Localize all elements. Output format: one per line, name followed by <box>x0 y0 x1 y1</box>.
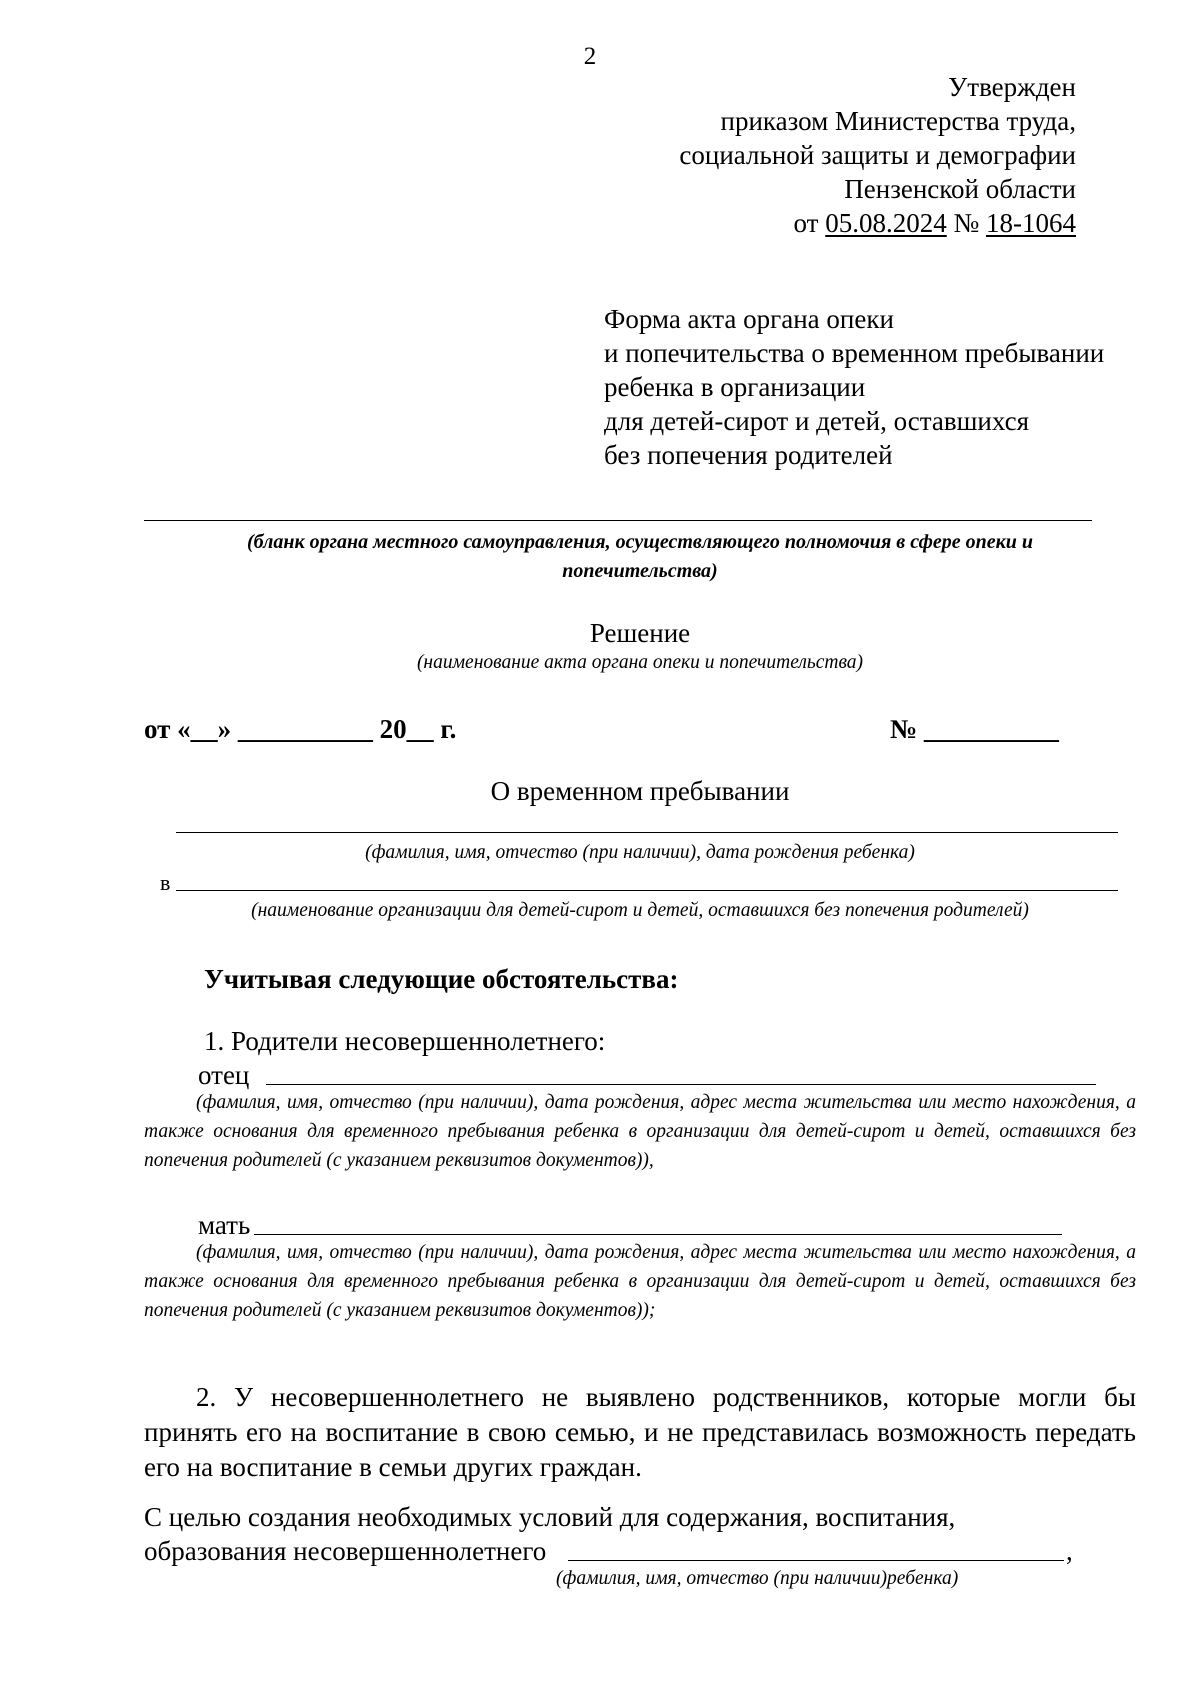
page-number: 2 <box>583 43 597 70</box>
approval-line: социальной защиты и демографии <box>679 140 1076 170</box>
mother-label: мать <box>198 1210 251 1240</box>
approval-number: 18-1064 <box>986 208 1076 238</box>
act-caption: (наименование акта органа опеки и попечительства) <box>416 652 864 673</box>
act-number-field: № __________ <box>890 714 1059 744</box>
child-caption: (фамилия, имя, отчество (при наличии), дата рождения ребенка) <box>365 842 915 863</box>
father-label: отец <box>198 1060 250 1090</box>
approval-date-line: от 05.08.2024 № 18-1064 <box>793 208 1076 238</box>
approval-line: приказом Министерства труда, <box>720 106 1076 136</box>
act-title: Решение <box>589 618 691 648</box>
mother-line <box>254 1234 1062 1235</box>
form-title: Форма акта органа опеки и попечительства о временном пребывании ребенка в организации для детей-сирот и детей, оставшихся без попечения родителей <box>604 304 1105 470</box>
father-caption: (фамилия, имя, отчество (при наличии), дата рождения, адрес места жительства или место нахождения, а также основания для временного пребывания ребенка в организации для детей-сирот и детей, оставшихся без попечения родителей (с указанием реквизитов документов)), <box>144 1092 1136 1171</box>
in-prefix: в <box>160 870 171 895</box>
child-line <box>176 832 1118 833</box>
act-date-field: от «__» __________ 20__ г. <box>144 714 457 744</box>
purpose-line1: С целью создания необходимых условий для содержания, воспитания, <box>144 1502 956 1532</box>
subject: О временном пребывании <box>490 776 790 806</box>
blank-line <box>144 520 1092 521</box>
organization-line <box>176 890 1118 891</box>
approval-block <box>679 70 1076 240</box>
approval-line: Пензенской области <box>844 174 1076 204</box>
item2-paragraph: 2. У несовершеннолетнего не выявлено родственников, которые могли бы принять его на воспитание в свою семью, и не представилась возможность передать его на воспитание в семьи других граждан. <box>144 1382 1136 1482</box>
organization-caption: (наименование организации для детей-сирот и детей, оставшихся без попечения родителей) <box>251 900 1029 921</box>
purpose-comma: , <box>1066 1536 1073 1566</box>
purpose-line2: образования несовершеннолетнего <box>144 1536 547 1566</box>
approval-line: Утвержден <box>948 72 1076 102</box>
approval-date: 05.08.2024 <box>825 208 947 238</box>
mother-caption: (фамилия, имя, отчество (при наличии), дата рождения, адрес места жительства или место нахождения, а также основания для временного пребывания ребенка в организации для детей-сирот и детей, оставшихся без попечения родителей (с указанием реквизитов документов)); <box>144 1242 1136 1321</box>
circumstances-heading: Учитывая следующие обстоятельства: <box>204 964 679 994</box>
child-name-line <box>568 1560 1064 1561</box>
father-line <box>266 1084 1096 1085</box>
child-name-caption: (фамилия, имя, отчество (при наличии)ребенка) <box>556 1568 959 1589</box>
blank-caption: (бланк органа местного самоуправления, осуществляющего полномочия в сфере опеки и попечительства) <box>246 531 1034 582</box>
item1-title: 1. Родители несовершеннолетнего: <box>204 1026 606 1056</box>
